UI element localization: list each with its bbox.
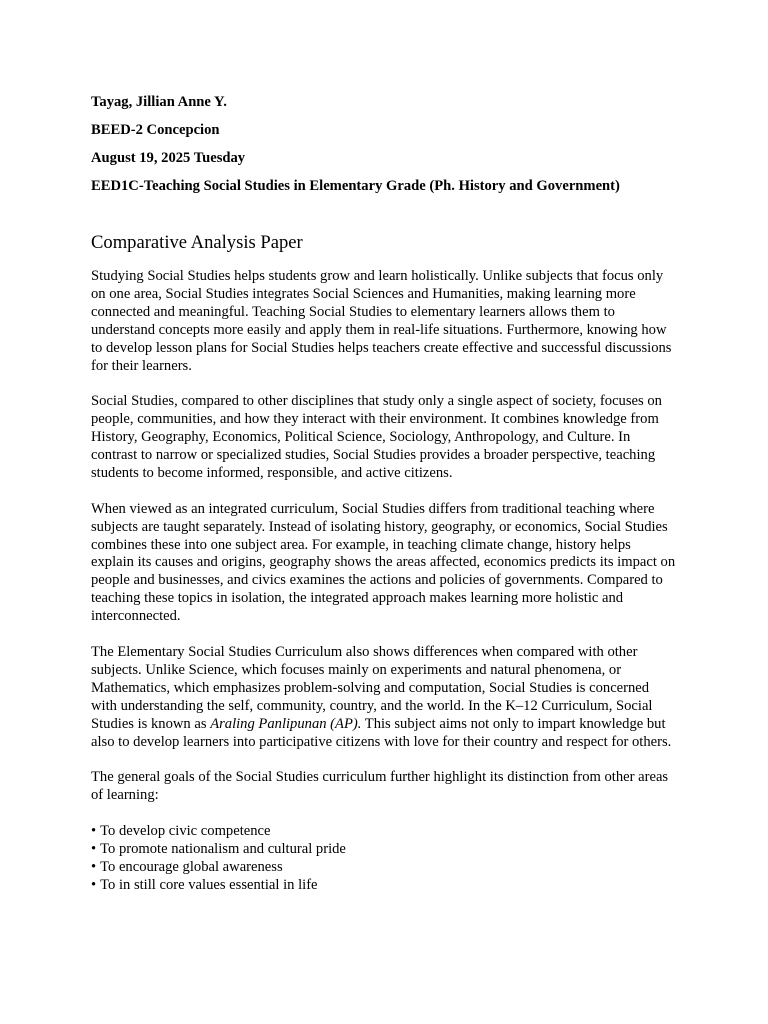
- paragraph4-text-before: The Elementary Social Studies Curriculum also shows differences when compared with other subjects. Unlike Science, which focuses mainly on experiments and natural phenomena, or Mathematics, which emphasizes problem-solving and computation, Social Studies is concerned with understanding the self, community, country, and the world. In the K–12 Curriculum, Social Studies is known as: [91, 643, 653, 732]
- goals-intro: The general goals of the Social Studies curriculum further highlight its distinction from other areas of learning:: [91, 769, 669, 804]
- paragraph-integrated-curriculum: When viewed as an integrated curriculum, Social Studies differs from traditional teaching where subjects are taught separately. Instead of isolating history, geography, or economics, Social Studies combines these into one subject area. For example, in teaching climate change, history helps explain its causes and origins, geography shows the areas affected, economics predicts its impact on people and businesses, and civics examines the actions and policies of governments. Compared to teaching these topics in isolation, the integrated approach makes learning more holistic and interconnected.: [91, 500, 676, 625]
- araling-panlipunan-term: Araling Panlipunan (AP).: [210, 715, 362, 732]
- goal-item: • To in still core values essential in life: [91, 877, 677, 895]
- paragraph-comparison: Social Studies, compared to other disciplines that study only a single aspect of society, focuses on people, communities, and how they interact with their environment. It combines knowledge from History, Geography, Economics, Political Science, Sociology, Anthropology, and Culture. In contrast to narrow or specialized studies, Social Studies provides a broader perspective, teaching students to become informed, responsible, and active citizens.: [91, 393, 662, 481]
- course-title: EED1C-Teaching Social Studies in Elementary Grade (Ph. History and Government): [91, 178, 620, 194]
- document-page: [91, 93, 677, 895]
- paragraph-intro: Studying Social Studies helps students grow and learn holistically. Unlike subjects that focus only on one area, Social Studies integrates Social Sciences and Humanities, making learning more connected and meaningful. Teaching Social Studies to elementary learners allows them to understand concepts more easily and apply them in real-life situations. Furthermore, knowing how to develop lesson plans for Social Studies helps teachers create effective and successful discussions for their learners.: [91, 268, 672, 374]
- document-date: August 19, 2025 Tuesday: [91, 150, 246, 166]
- paragraph4-text-after: This subject aims not only to impart knowledge but also to develop learners into participative citizens with love for their country and respect for others.: [91, 715, 672, 750]
- student-name: Tayag, Jillian Anne Y.: [91, 94, 227, 110]
- goal-item: • To develop civic competence: [91, 823, 677, 841]
- student-section: BEED-2 Concepcion: [91, 122, 220, 138]
- goal-item: • To promote nationalism and cultural pride: [91, 841, 677, 859]
- goals-list: [91, 823, 677, 895]
- paper-title: Comparative Analysis Paper: [91, 232, 303, 253]
- paragraph-elementary-curriculum: [91, 644, 677, 751]
- goal-item: • To encourage global awareness: [91, 859, 677, 877]
